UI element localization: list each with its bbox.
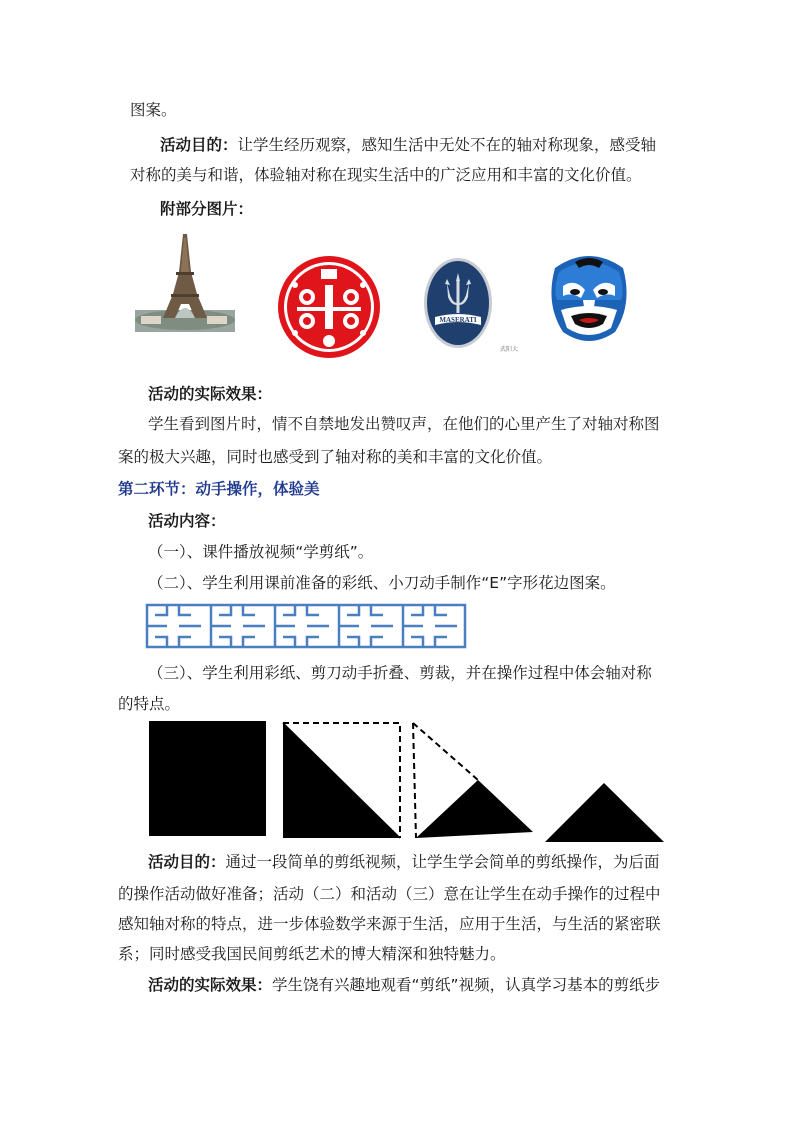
folding-steps-image [148, 720, 668, 842]
paragraph-line: 学生看到图片时，情不自禁地发出赞叹声，在他们的心里产生了对轴对称图 [148, 415, 660, 433]
paragraph-line: 对称的美与和谐，体验轴对称在现实生活中的广泛应用和丰富的文化价值。 [130, 166, 642, 184]
list-item: （一）、课件播放视频“学剪纸”。 [148, 543, 374, 561]
watermark-text: 武阳大 [500, 346, 519, 353]
paragraph-line: 图案。 [130, 101, 177, 119]
activity-purpose-label: 活动目的： [160, 136, 238, 154]
attached-pictures-label: 附部分图片： [160, 200, 254, 218]
activity-purpose-label: 活动目的： [148, 853, 226, 871]
paragraph-line: 的特点。 [118, 695, 181, 713]
paragraph-text: 学生饶有兴趣地观看“剪纸”视频，认真学习基本的剪纸步 [272, 976, 661, 994]
final-triangle [545, 783, 664, 842]
paragraph-text: 让学生经历观察，感知生活中无处不在的轴对称现象，感受轴 [237, 136, 657, 154]
paragraph-line: 案的极大兴趣，同时也感受到了轴对称的美和丰富的文化价值。 [118, 448, 553, 466]
paragraph-line: 系；同时感受我国民间剪纸艺术的博大精深和独特魅力。 [118, 945, 506, 963]
square-paper [149, 721, 266, 836]
paper-cut-image [277, 255, 381, 359]
section-heading: 第二环节：动手操作，体验美 [118, 480, 320, 498]
activity-content-label: 活动内容： [148, 512, 226, 530]
maserati-text: MASERATI [439, 316, 477, 324]
opera-mask-image [545, 250, 633, 346]
eiffel-tower-image [135, 232, 235, 332]
maserati-logo-image [423, 257, 493, 349]
e-pattern-border-image [145, 603, 467, 649]
list-item: （三）、学生利用彩纸、剪刀动手折叠、剪裁，并在操作过程中体会轴对称 [148, 664, 652, 682]
paragraph-line: 的操作活动做好准备；活动（二）和活动（三）意在让学生在动手操作的过程中 [118, 885, 661, 903]
actual-effect-label: 活动的实际效果： [148, 385, 273, 403]
paragraph-line [148, 850, 660, 874]
paragraph-line [148, 973, 660, 997]
paragraph-line: 感知轴对称的特点，进一步体验数学来源于生活，应用于生活，与生活的紧密联 [118, 915, 661, 933]
paragraph-text: 通过一段简单的剪纸视频，让学生学会简单的剪纸操作，为后面 [225, 853, 660, 871]
paragraph-line [160, 133, 656, 157]
actual-effect-label: 活动的实际效果： [148, 976, 273, 994]
list-item: （二）、学生利用课前准备的彩纸、小刀动手制作“E”字形花边图案。 [148, 574, 616, 592]
second-fold-triangle [416, 780, 533, 838]
